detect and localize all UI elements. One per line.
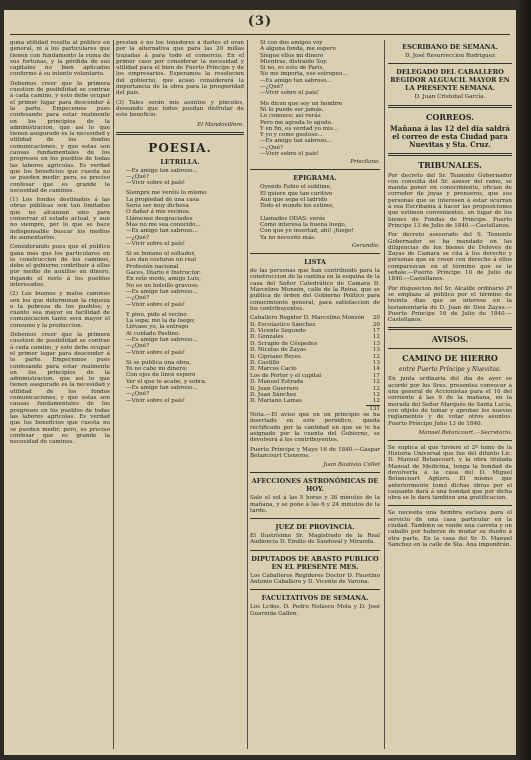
paragraph: Considerando pues que el público gana mas que los particulares en la construccion de los caminos, debe el gobierno contribuir á ellos por medio de auxilios en dinero, dejando el resto á los pueblos interesados. [10, 244, 110, 288]
section-rule [116, 132, 244, 135]
paragraph: Sale el sol á las 5 horas y 36 minutos de la mañana, y se pone á las 6 y 24 minutos de la tarde. [250, 495, 380, 514]
contributor-name: D. Mariano Lamas [250, 398, 303, 405]
signature: Priscilano. [350, 159, 380, 166]
diputados-heading: DIPUTADOS DE ABASTO PUBLICO EN EL PRESENTE MES. [251, 554, 379, 571]
section-rule [250, 253, 380, 254]
contribution-amount: 12 [372, 334, 380, 341]
paragraph: Debemos creer que la primera cuestion de posibilidad se contrae á cada camino, y esto debe ocupar el primer lugar para descender á la parte. Empecemos pues confesando para estar realmente en los principios de la administracion, que así lo que tienen asegurado es la necesidad y utilidad de los fondos comunicaciones, y que estas son causas fundamentales de los progresos en los pueblos de todas las labores agricolas. Es verdad que los beneficios que cuesta no se pueden medir; pero, es preciso confesar que es grande la necesidad de caminos. [10, 332, 110, 446]
column-divider [247, 40, 248, 749]
contributor-name: D. Vicente Segundo [250, 327, 306, 334]
contribution-amount: 20 [372, 315, 380, 322]
contribution-amount: 20 [372, 321, 380, 328]
contributor-name: D. Marcos Cacio [250, 366, 297, 373]
paragraph: Debemos creer que la primera cuestion de posibilidad se contrae á cada camino, y esto debe ocupar el primer lugar para descender á la parte. Empecemos pues confesando para estar realmente en los principios de la administracion, que así lo que tienen asegurado es la necesidad y utilidad de los fondos comunicaciones, y que estas son causas fundamentales de los progresos en los pueblos de todas las labores agricolas. Es verdad que los beneficios que cuesta no se pueden medir; pero, es preciso confesar que es grande la necesidad de caminos. [10, 80, 110, 194]
paragraph: Se suplica al que tuviere el 2º tomo de la Historia Universal que fue del difunto Lic. D. Manuel Betancourt, y la obra titulada Manual de Medicina, tenga la bondad de devolverla á la casa del D. Miguel Betancourt Agüero. El mismo que anteriormente tomó dichas obras por el causante dará á una bondad que por dicha obra se le dará tambien una gratificacion. [388, 444, 512, 502]
contribution-amount: 13 [372, 340, 380, 347]
section-rule [250, 518, 380, 519]
verse: Si se bonano el soltador, Los dan costuras un real Profesión nacional Gaces, Diario é Instructor. En este modo, amigo Luís, No es un bolsillo gravoso. —Es amigo tan sabroso... —¿Qué? —Vivir sobre el país! [126, 251, 202, 308]
section-rule [388, 63, 512, 64]
section-rule [250, 550, 380, 551]
verse: —Es amigo tan sabroso... —¿Qué? —Vivir sobre el país! [126, 167, 198, 187]
section-rule [388, 327, 512, 330]
column-divider [113, 40, 114, 749]
camino-subheading: entre Puerto Príncipe y Nuevitas. [399, 366, 501, 374]
contributor-name: D. Nicolas de Zayas [250, 347, 307, 354]
verse: Me dicen que soy un hombre Ni lo puede ser jamás. Lo conozco; así verás Pero me agrada lo agudo. Y en fin, es verdad yo mis... Y yo y como gustoso... —Es amigo tan sabroso... —¿Qué? —Vivir sobre el país! [260, 100, 343, 158]
section-rule [388, 153, 512, 156]
contribution-amount: 12 [372, 391, 380, 398]
contribution-amount: 13 [372, 347, 380, 354]
contribution-amount: 17 [372, 327, 380, 334]
column-2 [116, 40, 244, 751]
paragraph: El Ilustrísimo Sr. Magistrado de la Real Audiencia D. Emilio de Sandoval y Miranda. [250, 533, 380, 546]
paragraph: Por decreto del Sr. Teniente Gobernador con consulta del Sr. asesor del ramo, se manda poner en conocimiento, ofician de corredor de joyas y prenseros, que sus personas que se interesen á estar ocurran á esa Escribania á hacer las proposiciones que estimen convenientes, en lugar de los bienes de Fondas de Principe. Puerto Principe 13 de Julio de 1840.—Castellanos. [388, 172, 512, 229]
escribano-heading: ESCRIBANO DE SEMANA. [402, 43, 498, 51]
contributor-name: D. Juan Guerrero [250, 385, 299, 392]
avisos-heading: AVISOS. [431, 334, 469, 345]
verse: Y pino, pido al vecino La sopa; me la da luego; Llévase yo, la entrego Al cuidado Pastino. —Es amigo tan sabroso... —¿Qué? —Vivir sobre el país! [126, 311, 198, 356]
signature: Juan Bautista Collet [323, 462, 380, 469]
section-rule [250, 589, 380, 590]
epigram-text: Oyendo Fabio el sublime, El quiere que tan caritivo Aun que sepa el ladrido Todo el mundo los estime, Llamados ODAS: verás Como interesa la buena luego, Con que yo insertad, abí! ¡fuego! Ya no necesito más. [260, 184, 354, 241]
paragraph: Mañana á las 12 del día saldrá el correo de esta Ciudad para Nuevitas y Sta. Cruz. [390, 123, 510, 149]
section-rule [388, 440, 512, 441]
contribution-amount: 17 [372, 372, 380, 379]
section-rule [388, 505, 512, 506]
paragraph: (2) Los buenos y malos caminos son los que determinan la riqueza o la pobreza de los pueblos; y cuanto sea mayor su facilidad de comunicacion tanto será mayor el consumo y la produccion. [10, 291, 110, 329]
poetry-heading: POESIA. [148, 140, 212, 155]
juez-heading: JUEZ DE PROVINCIA. [275, 523, 355, 532]
verse: Si con dos amigos voy A alguna fonda, me espero Siegue ellos mi dinero Mientras, distraido Soy. Si no, es esto de Paris, No me importa, ese estropeo... —Es amigo tan sabroso... —¿Qué? —Vivir sobre el país! [260, 40, 348, 97]
paragraph: (3) Tales serán mis asuntos y pinceles, deseando que todos puedan disfrutar de este beneficio. [116, 99, 244, 119]
signature: Manuel Betancourt.—Secretario. [418, 429, 512, 436]
epigram-heading: EPIGRAMA. [293, 174, 337, 183]
section-rule [388, 105, 512, 108]
facultativos-heading: FACULTATIVOS DE SEMANA. [261, 594, 369, 603]
paragraph: Los Lcdos. D. Pedro Nolasco Mola y D. José Guarnida Gallen. [250, 604, 380, 617]
contributor-name: D. Gonzales [250, 334, 284, 341]
paragraph: Se necesita una hembra esclava para el servicio de una casa particular en la ciudad. Tambien se vende una carreta y un caballo por haberse de mudar su dueño á otra parte. En la casa del Sr. D. Manuel Sánchez en la calle de Sta. Ana impondrán. [388, 510, 512, 548]
tribunales-heading: TRIBUNALES. [418, 159, 482, 170]
column-3 [250, 40, 380, 751]
header-rule [10, 34, 510, 35]
lista-heading: LISTA [304, 258, 326, 267]
poem-title: LETRILLA. [160, 157, 200, 166]
contribution-amount: 12 [372, 398, 380, 405]
contribution-amount: 12 [372, 353, 380, 360]
paragraph: Los Caballeros Regidores Doctor D. Faustino Antonio Caballero y D. Vicente de Varona. [250, 572, 380, 586]
contribution-amount: 12 [372, 379, 380, 386]
column-divider [384, 40, 385, 749]
contributor-name: D. Manuel Estrada [250, 379, 304, 386]
section-rule [250, 169, 380, 170]
signature: El Mandovillero. [197, 121, 244, 128]
contributor-name: D. Scrapio de Céspedes [250, 340, 318, 347]
lista-note: Nota.—El aviso que en un principio se ha insertado en este periódico, queda rectificado por la cantidad en que se le ha asignado por la cuenta del Gobierno, se devolverá á los contribuyentes. [250, 412, 380, 444]
contribution-amount: 12 [372, 385, 380, 392]
paragraph: guna utilidad resulta al público en general, ni á los particulares que tienen con fundamento la ruina de sus fortunas, y la pérdida de sus capitales no bien aplicados conforme á su intento voluntario. [10, 40, 110, 78]
section-rule [388, 348, 512, 349]
paragraph: Por decreto asesorado del S. Teniente Gobernador se ha mandado en las diligencias de los bienes de Doloves de Zayas de Camara se cita á los derecho y personas que se creen con derecho á ellos comparezcan en el término que se le señale.—Puerto Príncipe 10 de Julio de 1840.—Castellanos. [388, 232, 512, 283]
page-edge-shadow [517, 0, 531, 760]
paragraph: (1) Los fondos destinados á las obras públicas son tan limitados que no alcanzan sino para conservar el estado actual, y aun no siempre, por lo que se hace indispensable buscar los medios de aumentarlos. [10, 197, 110, 241]
delegado-heading: DELEGADO DEL CABALLERO REGIDOR ALGUACIL MAYOR EN LA PRESENTE SEMANA. [390, 68, 510, 93]
lista-intro: de las personas que han contribuido para la construccion de la cantina en la esquina de la casa del Señor Catedrático de Camara D. Marcelino Monzón, calle de la Reina, que se publica de órden del Gobierno Político para conocimiento general, para satisfaccion de los contribuyentes. [250, 268, 380, 312]
camino-heading: CAMINO DE HIERRO [402, 353, 498, 364]
page-number: (3) [247, 14, 273, 29]
section-rule [250, 472, 380, 473]
paragraph: En junta ordinaria del día de ayer se acordó por los Sres. presentes convocar á una general de Accionistas para el 10 del corriente á las 9 de la mañana, en la morada del Señor Marqués de Santa Lucía, con objeto de tomar y aprobar los nuevos reglamentos y de votar otros asuntos. Puerto Príncipe Julio 13 de 1840. [388, 376, 512, 427]
contributor-name: D. Escolastico Sánchez [250, 321, 316, 328]
list-total: 131 [250, 405, 380, 412]
contributor-name: D. Cipriano Reyes [250, 353, 301, 360]
signature: Gerundio. [351, 243, 380, 250]
paragraph: D. José Resurreccion Rodriguez [405, 53, 495, 59]
paragraph: D. Juan Cristobal García. [414, 94, 486, 101]
contributor-name: Los de Portor y el capital [250, 372, 322, 379]
paragraph: prestan ó no los tenedores á darles el oran por la alternativa que para las 20 millas trazadas á para todo el comercio. En el primer caso por considerar la necesidad y utilidad para el bien de Puerto Príncipe y de los empresarios. Esperamos la resolucion del gobierno, que acaso considerará la importancia de la obra para la prosperidad del pais. [116, 40, 244, 97]
contribution-amount: 14 [372, 366, 380, 373]
contributor-name: D. Juan Sánchez [250, 391, 297, 398]
contributor-name: D. Castillo [250, 359, 280, 366]
astronomical-heading: AFECCIONES ASTRONÓMICAS DE HOY. [251, 477, 379, 494]
column-4 [388, 40, 512, 751]
verse: Si se publica una obra, Yo no cabe mi dinero; Con ojos de lince espero Ver el que te acabe, y sobra. —Es amigo tan sabroso... —¿Qué? —Vivir sobre el país! [126, 359, 207, 404]
lista-date: Puerto Príncipe y Mayo 16 de 1840.—Gaspar Betancourt Cisneros. [250, 446, 380, 459]
correos-heading: CORREOS. [426, 111, 474, 122]
newspaper-page [4, 10, 516, 755]
contributor-name: Caballero Regidor D. Marcelino Monzón [250, 315, 365, 322]
verse: Siempre me veréis lo mismo La propiedad de una casa Sería ser muy dichosa O dañar á mis vecinos. Llámense desgraciados Mas no me sea conocido... —Es amigo tan sabroso... —¿Qué? —Vivir sobre el país! [126, 190, 207, 247]
paragraph: Por disposicion del Sr. Alcalde ordinario 2º se emplaza al público por el término de treinta dias que se interese en la testamentaría de D. Juan de Dios Zayas.—Puerto Príncipe 16 de Julio de 1840.—Castellanos. [388, 285, 512, 324]
column-1 [10, 40, 110, 751]
contribution-amount: 13 [372, 359, 380, 366]
contributors-list [250, 315, 380, 405]
